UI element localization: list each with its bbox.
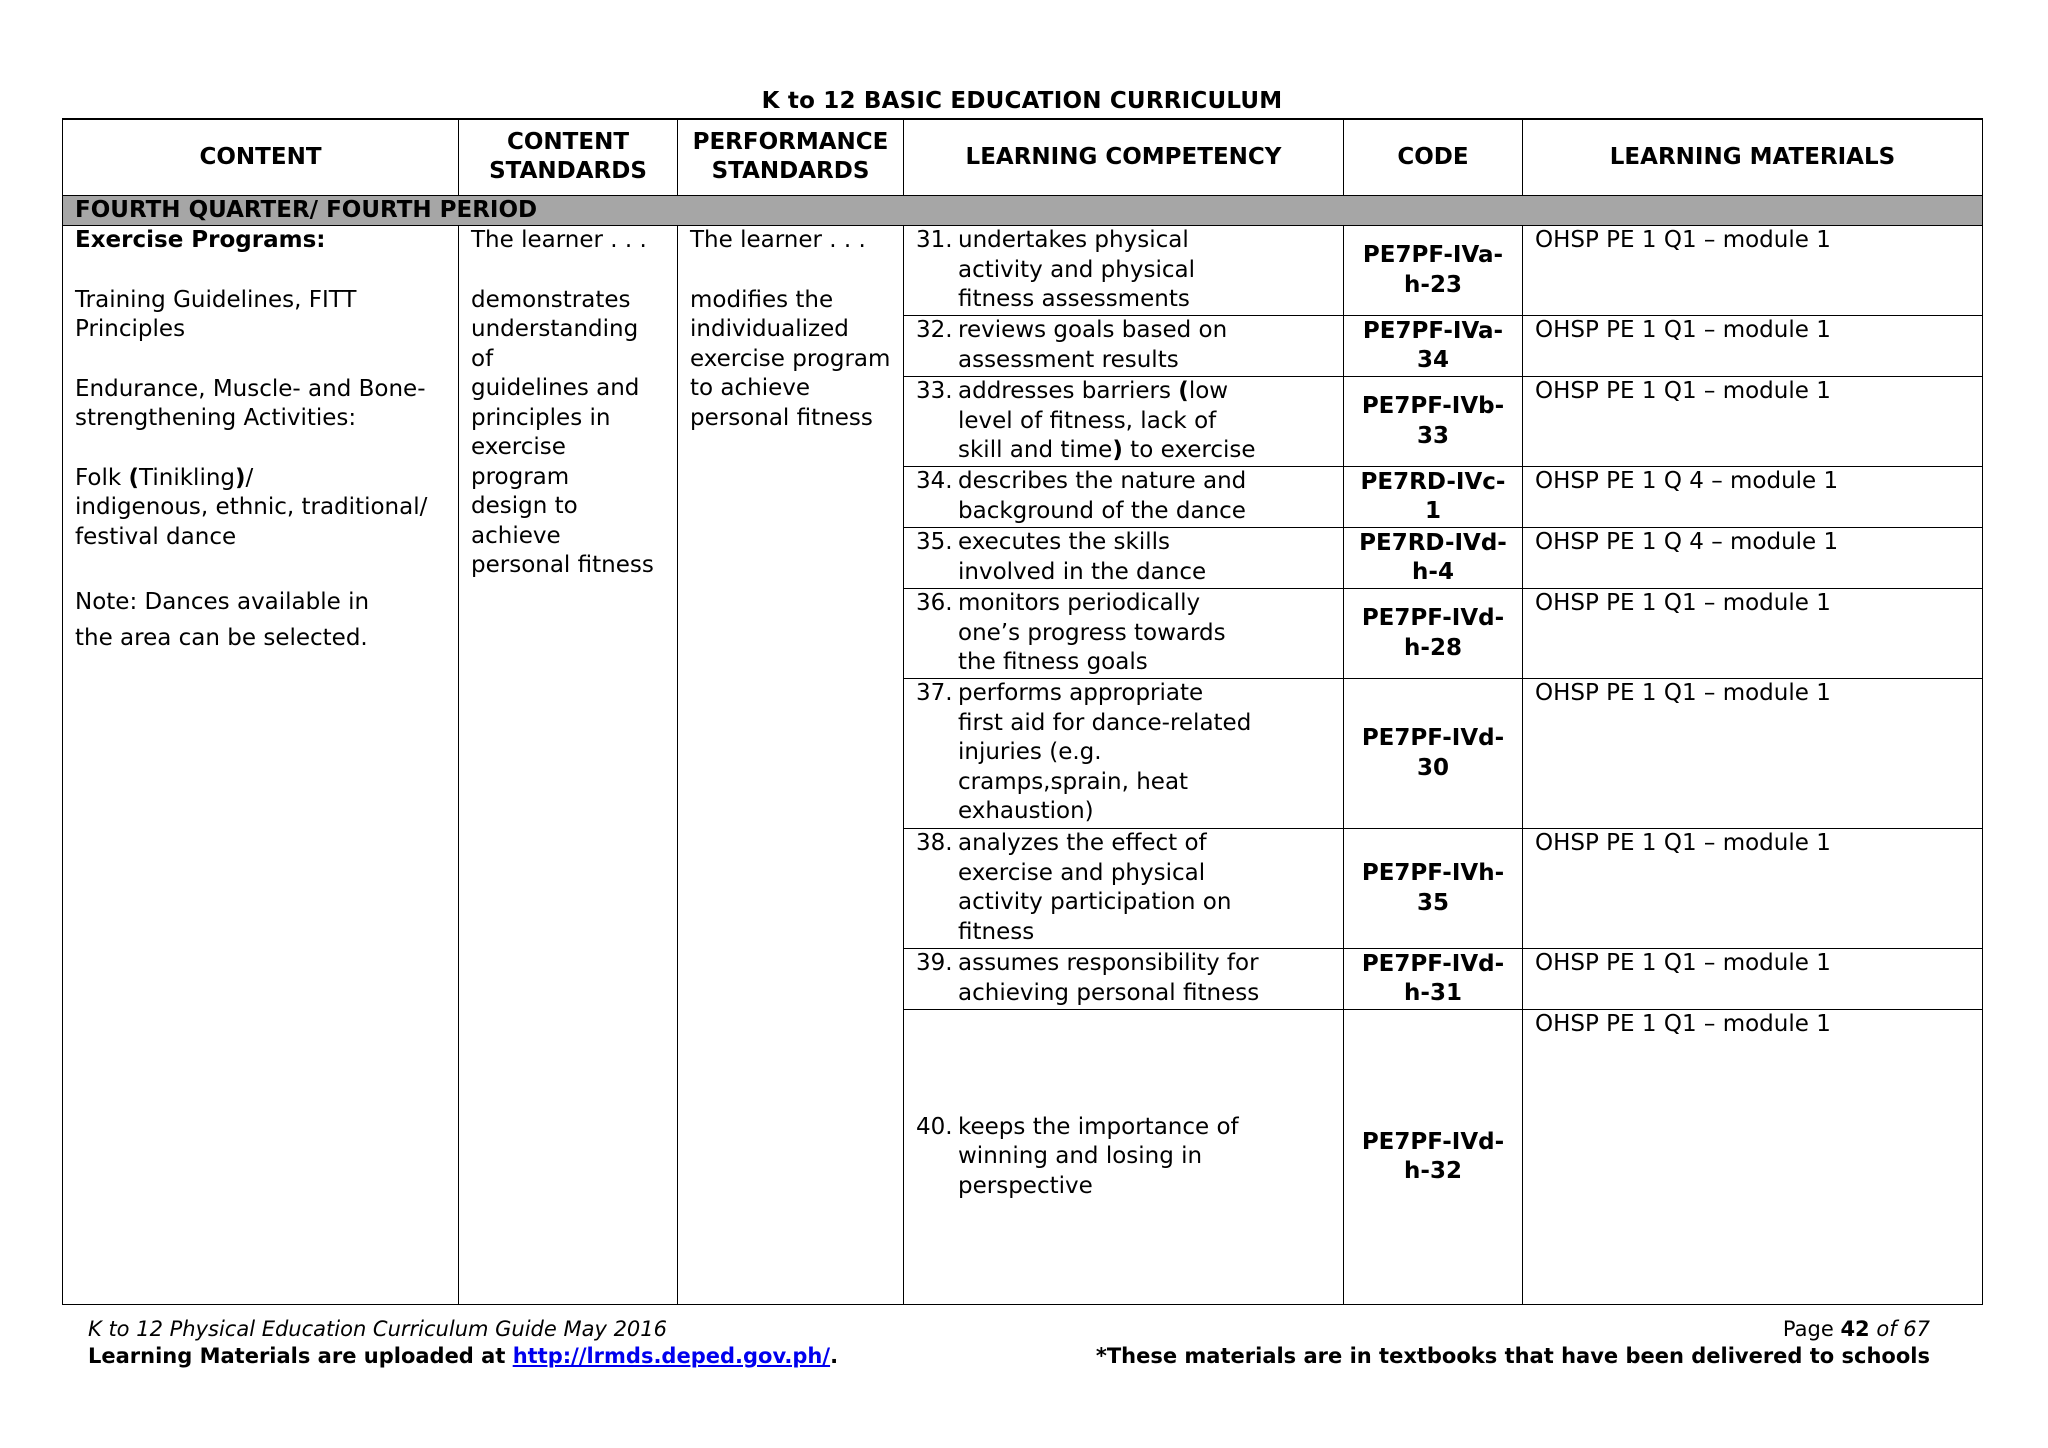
competency-text: to exercise — [1122, 437, 1256, 463]
performance-standards-line: individualized — [690, 316, 849, 342]
code-cell — [1344, 528, 1523, 589]
material-cell: OHSP PE 1 Q1 – module 1 — [1523, 829, 1983, 949]
competency-line: perspective — [958, 1172, 1093, 1199]
competency-number: 35. — [916, 529, 953, 555]
competency-text: skill and time — [958, 437, 1113, 463]
code-line2: h-28 — [1404, 634, 1462, 661]
content-p3-line2: indigenous, ethnic, traditional/ — [75, 494, 428, 520]
footer-upload-prefix: Learning Materials are uploaded at — [88, 1344, 513, 1368]
code-cell — [1344, 377, 1523, 467]
content-p1-line1: Training Guidelines, FITT — [75, 286, 357, 313]
material-cell: OHSP PE 1 Q1 – module 1 — [1523, 226, 1983, 316]
content-standards-line: demonstrates — [471, 286, 631, 313]
content-standards-line: understanding of — [471, 316, 639, 372]
material-cell: OHSP PE 1 Q1 – module 1 — [1523, 316, 1983, 377]
content-p1-line2: Principles — [75, 316, 186, 342]
competency-line: monitors periodically — [958, 590, 1201, 616]
competency-line: assumes responsibility for — [958, 950, 1259, 976]
header-performance-standards — [678, 119, 904, 195]
material-cell: OHSP PE 1 Q1 – module 1 — [1523, 377, 1983, 467]
content-p3-open: ( — [128, 464, 140, 491]
footer-page-current: 42 — [1840, 1317, 1870, 1341]
competency-line: keeps the importance of — [958, 1113, 1239, 1140]
header-performance-standards-line2: STANDARDS — [711, 158, 870, 185]
competency-cell — [904, 467, 1344, 528]
competency-number: 38. — [916, 830, 953, 856]
code-line1: PE7PF-IVa- — [1362, 242, 1504, 268]
competency-cell — [904, 949, 1344, 1010]
competency-line: one’s progress towards — [958, 619, 1226, 646]
performance-standards-line: exercise program — [690, 345, 891, 372]
competency-cell — [904, 226, 1344, 316]
content-p2-line2: strengthening Activities: — [75, 405, 357, 431]
competency-line: injuries (e.g. — [958, 739, 1102, 765]
quarter-row — [63, 195, 1983, 226]
competency-cell — [904, 1010, 1344, 1305]
content-standards-line: design to achieve — [471, 493, 578, 549]
competency-line: assessment results — [958, 346, 1179, 373]
content-note-line2: the area can be selected. — [75, 624, 368, 651]
footer-left — [88, 1316, 838, 1370]
competency-line — [958, 436, 1331, 466]
competency-line: fitness assessments — [958, 286, 1190, 312]
code-cell — [1344, 829, 1523, 949]
code-cell — [1344, 316, 1523, 377]
code-line2: h-32 — [1404, 1158, 1462, 1184]
competency-cell — [904, 829, 1344, 949]
competency-line: exhaustion) — [958, 798, 1094, 824]
code-line2: 33 — [1416, 422, 1449, 449]
competency-line: exercise and physical — [958, 859, 1206, 886]
competency-cell — [904, 528, 1344, 589]
competency-paren: ) — [1112, 437, 1123, 463]
competency-line: involved in the dance — [958, 558, 1207, 585]
competency-line: level of fitness, lack of — [958, 407, 1217, 434]
code-cell — [1344, 226, 1523, 316]
footer-textbook-note: *These materials are in textbooks that have been delivered to schools — [1095, 1344, 1930, 1368]
material-cell: OHSP PE 1 Q1 – module 1 — [1523, 1010, 1983, 1305]
code-line1: PE7RD-IVc- — [1360, 468, 1506, 495]
footer-right — [1096, 1316, 1930, 1370]
performance-standards-cell — [678, 226, 904, 1305]
content-cell — [63, 226, 459, 1305]
content-p3-c: / — [245, 464, 254, 491]
competency-number: 36. — [916, 590, 953, 616]
content-standards-cell — [459, 226, 678, 1305]
code-cell — [1344, 679, 1523, 829]
code-cell — [1344, 589, 1523, 679]
code-line2: 34 — [1416, 347, 1449, 373]
code-line2: h-31 — [1404, 980, 1462, 1006]
quarter-label: FOURTH QUARTER/ FOURTH PERIOD — [63, 195, 1983, 226]
header-content-standards-line1: CONTENT — [506, 128, 630, 155]
header-content-standards — [459, 119, 678, 195]
competency-cell — [904, 377, 1344, 467]
content-heading: Exercise Programs: — [75, 227, 326, 253]
footer-guide-title: K to 12 Physical Education Curriculum Guide May 2016 — [88, 1317, 668, 1341]
footer-page-number — [1096, 1316, 1930, 1343]
content-p2-line1: Endurance, Muscle- and Bone- — [75, 375, 426, 402]
competency-number: 32. — [916, 317, 953, 343]
code-line2: 35 — [1416, 889, 1449, 916]
code-line1: PE7PF-IVa- — [1362, 317, 1504, 344]
performance-standards-intro: The learner . . . — [690, 227, 866, 253]
performance-standards-line: personal fitness — [690, 404, 873, 431]
code-line1: PE7PF-IVd- — [1361, 1128, 1505, 1155]
competency-line: first aid for dance-related — [958, 709, 1252, 736]
document-title: K to 12 BASIC EDUCATION CURRICULUM — [761, 88, 1283, 114]
competency-line: analyzes the effect of — [958, 830, 1207, 856]
competency-line: undertakes physical — [958, 227, 1189, 253]
footer-page-prefix: Page — [1782, 1317, 1841, 1341]
competency-line: background of the dance — [958, 497, 1246, 524]
code-cell — [1344, 1010, 1523, 1305]
code-line1: PE7RD-IVd- — [1359, 529, 1507, 556]
code-line1: PE7PF-IVd- — [1361, 605, 1505, 631]
competency-text: low — [1188, 378, 1229, 404]
competency-number: 40. — [916, 1113, 953, 1140]
content-p3-b: Tinikling — [139, 464, 236, 491]
competency-line: executes the skills — [958, 529, 1170, 555]
header-content: CONTENT — [63, 119, 459, 195]
code-line1: PE7PF-IVd- — [1361, 950, 1505, 977]
competency-line: describes the nature and — [958, 468, 1247, 494]
content-standards-line: guidelines and — [471, 375, 640, 401]
material-cell: OHSP PE 1 Q1 – module 1 — [1523, 949, 1983, 1010]
code-cell — [1344, 467, 1523, 528]
performance-standards-line: to achieve — [690, 375, 811, 401]
competency-number: 31. — [916, 227, 953, 253]
material-cell: OHSP PE 1 Q1 – module 1 — [1523, 679, 1983, 829]
content-p3-close: ) — [235, 464, 246, 491]
code-line2: 1 — [1424, 498, 1441, 524]
competency-number: 34. — [916, 468, 953, 494]
code-line2: h-4 — [1412, 559, 1454, 585]
code-line1: PE7PF-IVb- — [1361, 393, 1505, 419]
header-learning-competency: LEARNING COMPETENCY — [904, 119, 1344, 195]
footer-upload-suffix: . — [830, 1344, 839, 1368]
header-performance-standards-line1: PERFORMANCE — [692, 128, 889, 155]
code-line1: PE7PF-IVd- — [1361, 725, 1505, 751]
material-cell: OHSP PE 1 Q 4 – module 1 — [1523, 528, 1983, 589]
code-line1: PE7PF-IVh- — [1361, 860, 1505, 886]
performance-standards-line: modifies the — [690, 286, 834, 313]
competency-line: cramps,sprain, heat — [958, 768, 1189, 795]
competency-number: 33. — [916, 378, 953, 404]
content-standards-line: exercise program — [471, 434, 570, 490]
footer-lrmds-link[interactable]: http://lrmds.deped.gov.ph/ — [512, 1344, 831, 1368]
content-note-line1: Note: Dances available in — [75, 589, 370, 615]
competency-line — [958, 377, 1331, 407]
material-cell: OHSP PE 1 Q1 – module 1 — [1523, 589, 1983, 679]
competency-line: fitness — [958, 918, 1035, 945]
competency-line: activity participation on — [958, 889, 1232, 915]
content-standards-line: personal fitness — [471, 552, 654, 578]
content-p3-line1 — [75, 464, 446, 494]
footer-upload-note — [88, 1343, 838, 1370]
competency-cell — [904, 589, 1344, 679]
code-cell — [1344, 949, 1523, 1010]
competency-line: reviews goals based on — [958, 317, 1228, 343]
competency-cell — [904, 316, 1344, 377]
competency-line: the fitness goals — [958, 649, 1148, 675]
header-learning-materials: LEARNING MATERIALS — [1523, 119, 1983, 195]
competency-line: activity and physical — [958, 256, 1195, 283]
competency-line: achieving personal fitness — [958, 979, 1260, 1006]
content-standards-intro: The learner . . . — [471, 227, 647, 253]
competency-paren: ( — [1178, 378, 1189, 404]
competency-line: winning and losing in — [958, 1143, 1203, 1170]
competency-text: addresses barriers — [958, 378, 1179, 404]
content-p3-line3: festival dance — [75, 523, 237, 550]
material-cell: OHSP PE 1 Q 4 – module 1 — [1523, 467, 1983, 528]
curriculum-table — [62, 118, 1983, 1305]
table-row — [63, 226, 1983, 316]
code-line2: h-23 — [1404, 271, 1462, 298]
header-row — [63, 119, 1983, 195]
competency-number: 39. — [916, 950, 953, 976]
content-p3-a: Folk — [75, 464, 129, 491]
code-line2: 30 — [1416, 754, 1449, 781]
header-code: CODE — [1344, 119, 1523, 195]
competency-number: 37. — [916, 680, 953, 706]
competency-line: performs appropriate — [958, 680, 1204, 706]
content-standards-line: principles in — [471, 404, 611, 431]
competency-cell — [904, 679, 1344, 829]
footer-page-suffix: of 67 — [1869, 1317, 1930, 1341]
header-content-standards-line2: STANDARDS — [489, 158, 647, 185]
